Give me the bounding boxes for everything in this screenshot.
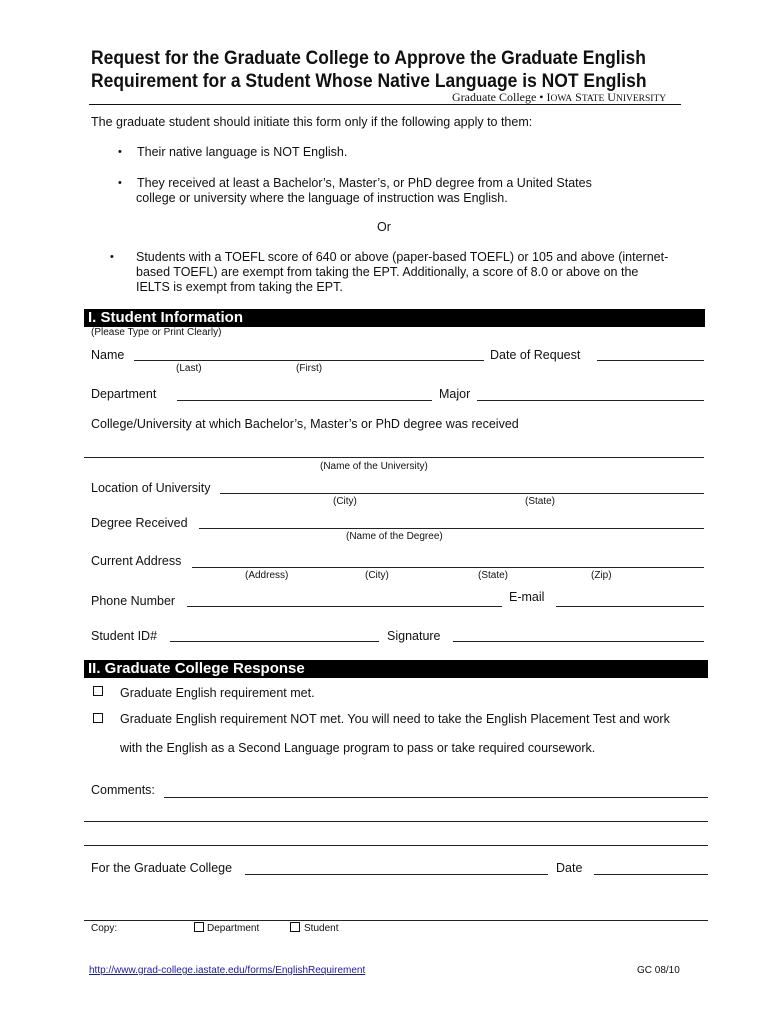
address-caption: (Address) (245, 570, 289, 581)
name-label: Name (91, 348, 125, 362)
last-name-caption: (Last) (176, 363, 202, 374)
degree-received-field[interactable] (199, 528, 704, 529)
signature-label: Signature (387, 629, 441, 643)
copy-department-checkbox[interactable] (194, 922, 204, 932)
degree-received-label: Degree Received (91, 516, 188, 530)
form-url-link[interactable]: http://www.grad-college.iastate.edu/forms/EnglishRequirement (89, 965, 366, 976)
signature-field[interactable] (453, 641, 704, 642)
form-title-line1: Request for the Graduate College to Approve the Graduate English (91, 48, 646, 69)
bullet-degree-line1: They received at least a Bachelor’s, Master’s, or PhD degree from a United States (137, 176, 592, 190)
bullet-marker: • (110, 251, 114, 263)
department-label: Department (91, 387, 157, 401)
address-zip-caption: (Zip) (591, 570, 612, 581)
requirement-not-met-checkbox[interactable] (93, 713, 103, 723)
email-label: E-mail (509, 590, 545, 604)
copy-department-label: Department (207, 923, 260, 934)
bullet-marker: • (118, 146, 122, 158)
phone-number-label: Phone Number (91, 594, 176, 608)
student-id-label: Student ID# (91, 629, 158, 643)
university-name-caption: (Name of the University) (320, 461, 428, 472)
date-label: Date (556, 861, 583, 875)
bullet-native-language: Their native language is NOT English. (137, 145, 348, 159)
form-title-line2: Requirement for a Student Whose Native Language is NOT English (91, 71, 647, 92)
phone-number-field[interactable] (187, 606, 502, 607)
major-field[interactable] (477, 400, 704, 401)
bullet-toefl-line1: Students with a TOEFL score of 640 or above (paper-based TOEFL) or 105 and above (internet- (136, 250, 669, 264)
name-field[interactable] (134, 360, 484, 361)
comments-label: Comments: (91, 783, 155, 797)
graduate-college-date-field[interactable] (594, 874, 708, 875)
requirement-not-met-line2: with the English as a Second Language program to pass or take required coursework. (120, 741, 596, 755)
location-label: Location of University (91, 481, 211, 495)
comments-field-line3[interactable] (84, 845, 708, 846)
comments-field-line2[interactable] (84, 821, 708, 822)
student-id-field[interactable] (170, 641, 379, 642)
current-address-label: Current Address (91, 554, 182, 568)
college-university-label: College/University at which Bachelor’s, Master’s or PhD degree was received (91, 417, 519, 431)
department-field[interactable] (177, 400, 432, 401)
or-separator: Or (377, 220, 391, 234)
bullet-degree-line2: college or university where the language of instruction was English. (136, 191, 508, 205)
address-city-caption: (City) (365, 570, 389, 581)
date-of-request-field[interactable] (597, 360, 704, 361)
header-rule (89, 104, 681, 105)
university-name-field[interactable] (84, 457, 704, 458)
requirement-not-met-line1: Graduate English requirement NOT met. You will need to take the English Placement Test and work (120, 712, 670, 726)
major-label: Major (439, 387, 471, 401)
comments-field-line1[interactable] (164, 797, 708, 798)
city-caption: (City) (333, 496, 357, 507)
email-field[interactable] (556, 606, 704, 607)
date-of-request-label: Date of Request (490, 348, 581, 362)
copy-student-checkbox[interactable] (290, 922, 300, 932)
requirement-met-checkbox[interactable] (93, 686, 103, 696)
intro-text: The graduate student should initiate this form only if the following apply to them: (91, 115, 533, 129)
print-clearly-note: (Please Type or Print Clearly) (91, 327, 222, 338)
copy-student-label: Student (304, 923, 339, 934)
bullet-toefl-line2: based TOEFL) are exempt from taking the EPT. Additionally, a score of 8.0 or above on the (136, 265, 639, 279)
footer-rule (84, 920, 708, 921)
bullet-toefl-line3: IELTS is exempt from taking the EPT. (136, 280, 343, 294)
section-graduate-college-response-heading: II. Graduate College Response (84, 660, 708, 678)
bullet-marker: • (118, 177, 122, 189)
current-address-field[interactable] (192, 567, 704, 568)
degree-name-caption: (Name of the Degree) (346, 531, 443, 542)
institution-subtitle: Graduate College • IOWA STATE UNIVERSITY (452, 90, 667, 104)
form-code: GC 08/10 (637, 965, 680, 976)
first-name-caption: (First) (296, 363, 323, 374)
location-field[interactable] (220, 493, 704, 494)
requirement-met-label: Graduate English requirement met. (120, 686, 315, 700)
graduate-college-signature-field[interactable] (245, 874, 548, 875)
for-graduate-college-label: For the Graduate College (91, 861, 233, 875)
copy-label: Copy: (91, 923, 118, 934)
address-state-caption: (State) (478, 570, 509, 581)
section-student-information-heading: I. Student Information (84, 309, 705, 327)
state-caption: (State) (525, 496, 556, 507)
